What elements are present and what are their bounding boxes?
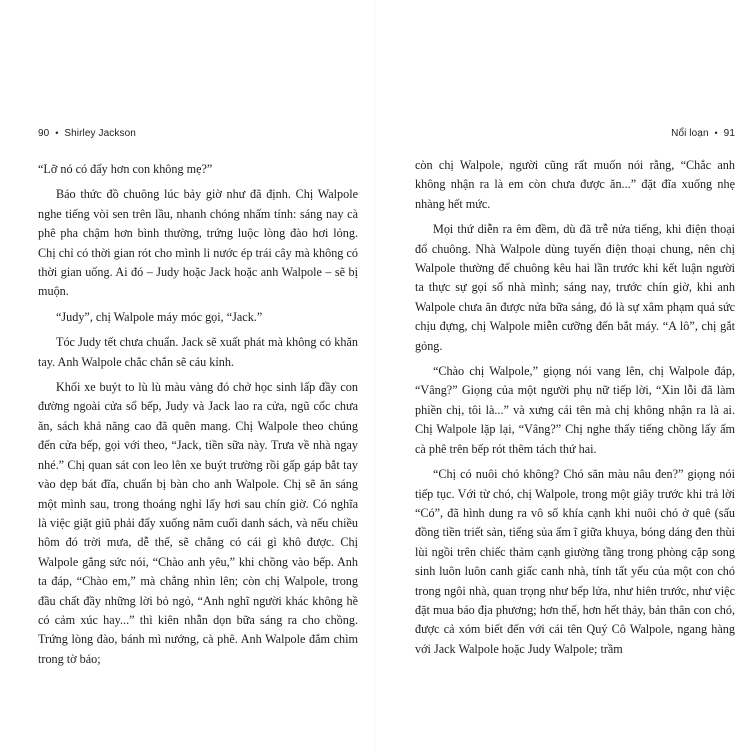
right-page-number: 91 bbox=[723, 128, 735, 139]
left-page-number: 90 bbox=[38, 128, 50, 139]
paragraph: “Chào chị Walpole,” giọng nói vang lên, chị Walpole đáp, “Vâng?” Giọng của một người phụ nữ tiếp lời, “Xin lỗi đã làm phiền chị, tôi là...” và xưng cái tên mà chị không nhận ra là ai. Chị Walpole lặp lại, “Vâng?” Chị nghe thấy tiếng chồng lấy ấm cà phê trên bếp rót thêm tách thứ hai. bbox=[415, 364, 735, 456]
paragraph: “Judy”, chị Walpole máy móc gọi, “Jack.” bbox=[56, 309, 263, 324]
header-separator: • bbox=[55, 128, 59, 138]
paragraph: “Chị có nuôi chó không? Chó săn màu nâu đen?” giọng nói tiếp tục. Với từ chó, chị Walpole, trong một giây trước khi trả lời “Có”, đã hình dung ra vô số khía cạnh khi nuôi chó ở quê (sấu đồng tiền triết sản, tiếng sủa ấm ĩ giữa khuya, bóng dáng đen thùi lùi ngồi trên chiếc thảm cạnh giường tầng trong phòng cặp song sinh luôn luôn canh giấc canh nhà, tính tất yếu của một con chó trong ngôi nhà, quan trọng như bếp lửa, như hiên trước, như việc đặt mua báo địa phương; hơn thế, hơn hết thảy, bản thân con chó, được cả xóm biết đến với cái tên Quý Cô Walpole, ngang hàng với Jack Walpole hoặc Judy Walpole; trầm bbox=[415, 467, 735, 656]
right-running-header bbox=[415, 128, 735, 139]
right-page-body bbox=[415, 156, 735, 659]
left-page-body bbox=[38, 160, 358, 669]
paragraph: còn chị Walpole, người cũng rất muốn nói rằng, “Chắc anh không nhận ra là em còn chưa được ăn...” đặt đĩa xuống nhẹ nhàng hết mức. bbox=[415, 158, 735, 211]
paragraph: Tóc Judy tết chưa chuẩn. Jack sẽ xuất phát mà không có khăn tay. Anh Walpole chắc chắn sẽ cáu kỉnh. bbox=[38, 335, 358, 369]
author-name: Shirley Jackson bbox=[64, 128, 136, 139]
paragraph: Mọi thứ diễn ra êm đềm, dù đã trễ nửa tiếng, khi điện thoại đổ chuông. Nhà Walpole dùng tuyến điện thoại chung, nên chị Walpole thường để chuông kêu hai lần trước khi kết luận người ta thực sự gọi số nhà mình; sáng nay, trước chín giờ, khi anh Walpole chưa ăn được nửa bữa sáng, đó là sự xâm phạm quá sức chịu đựng, chị Walpole miễn cưỡng đến bắt máy. “A lô”, chị gắt gỏng. bbox=[415, 222, 735, 353]
paragraph: Khối xe buýt to lù lù màu vàng đó chở học sinh lấp đầy con đường ngoài cửa sổ bếp, Judy và Jack lao ra cửa, ngũ cốc chưa ăn, sách khả năng cao đã quên mang. Chị Walpole theo chúng đến cửa bếp, gọi với theo, “Jack, tiền sữa này. Trưa về nhà ngay nhé.” Chị quan sát con leo lên xe buýt trường rồi gấp gáp bắt tay vào dẹp bát đĩa, chuẩn bị bàn cho anh Walpole. Chị sẽ ăn sáng một mình sau, trong thoáng nghỉ lấy hơi sau chín giờ. Có nghĩa là việc giặt giũ phải đẩy xuống năm cuối danh sách, và nếu chiều hôm đó trời mưa, dễ thế, sẽ chẳng có cái gì khô được. Chị Walpole gắng sức nói, “Chào anh yêu,” khi chồng vào bếp. Anh ta đáp, “Chào em,” mà chẳng nhìn lên; còn chị Walpole, trong đầu chất đầy những lời bỏ ngỏ, “Anh nghĩ người khác không hề có cảm xúc hay...” thì kiên nhẫn dọn bữa sáng ra cho chồng. Trứng lòng đào, bánh mì nướng, cà phê. Anh Walpole đắm chìm trong tờ báo; bbox=[38, 380, 358, 666]
header-separator: • bbox=[714, 128, 718, 138]
paragraph: “Lỡ nó có đẩy hơn con không mẹ?” bbox=[38, 162, 213, 176]
chapter-title: Nổi loạn bbox=[671, 128, 709, 139]
paragraph: Báo thức đồ chuông lúc bảy giờ như đã định. Chị Walpole nghe tiếng vòi sen trên lầu, nhanh chóng nhấm tính: sáng nay cà phê pha chậm hơn bình thường, trứng luộc lòng đào hơi lỏng. Chị chỉ có thời gian rót cho mình li nước ép trái cây mà không có thời gian uống. Ai đó – Judy hoặc Jack hoặc anh Walpole – sẽ bị muộn. bbox=[38, 187, 358, 299]
book-gutter bbox=[374, 0, 376, 750]
left-running-header bbox=[38, 128, 358, 139]
